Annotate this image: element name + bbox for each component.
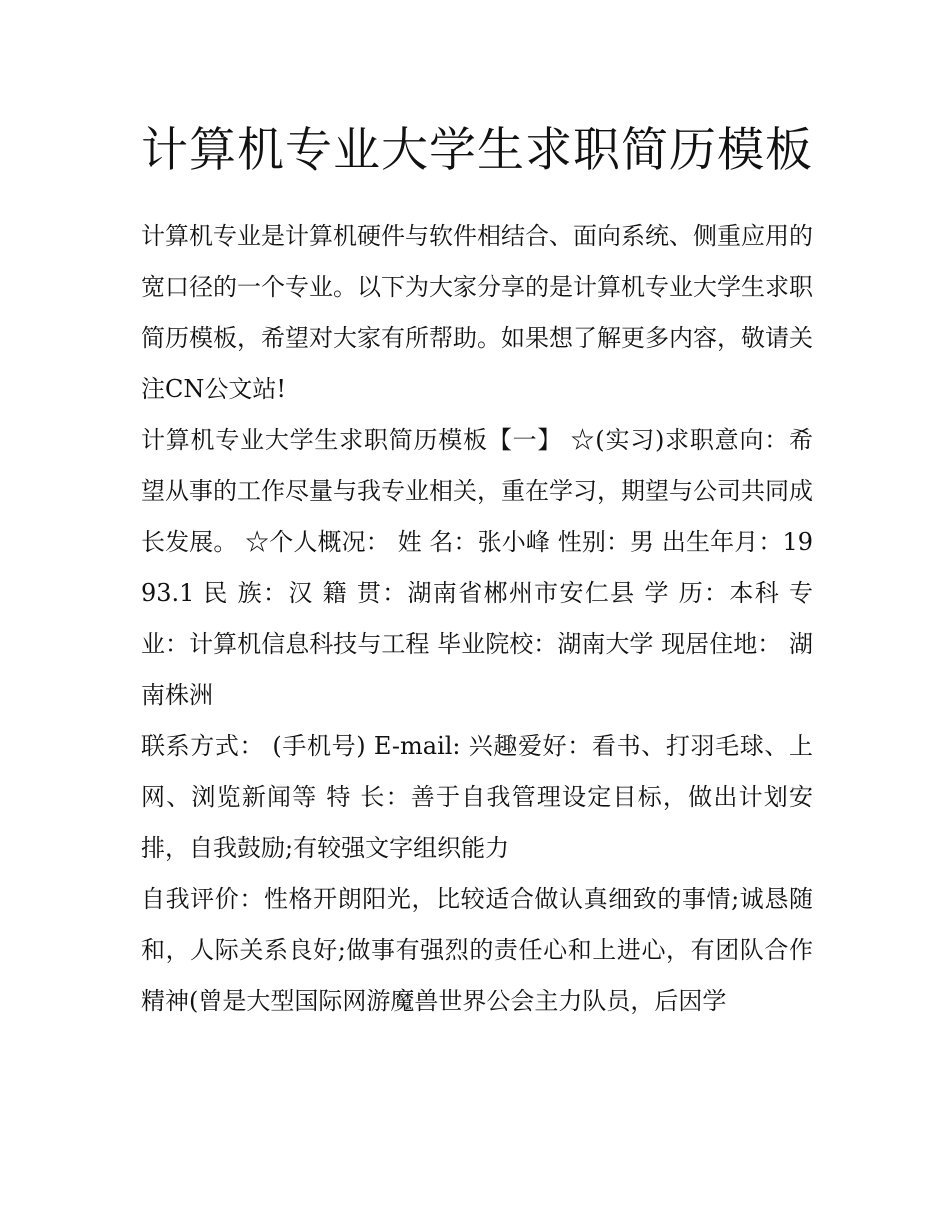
document-page xyxy=(141,112,813,1027)
contact-interests-paragraph: 联系方式： (手机号) E-mail: 兴趣爱好：看书、打羽毛球、上网、浏览新闻等 特 长：善于自我管理设定目标，做出计划安排，自我鼓励;有较强文字组织能力 xyxy=(141,732,813,862)
self-evaluation-paragraph: 自我评价：性格开朗阳光，比较适合做认真细致的事情;诚恳随和，人际关系良好;做事有强烈的责任心和上进心，有团队合作精神(曾是大型国际网游魔兽世界公会主力队员，后因学 xyxy=(141,885,813,1015)
intro-paragraph: 计算机专业是计算机硬件与软件相结合、面向系统、侧重应用的宽口径的一个专业。以下为大家分享的是计算机专业大学生求职简历模板，希望对大家有所帮助。如果想了解更多内容，敬请关注CN公文站! xyxy=(141,222,813,403)
document-title: 计算机专业大学生求职简历模板 xyxy=(141,123,813,178)
resume-basic-info-paragraph: 计算机专业大学生求职简历模板【一】 ☆(实习)求职意向：希望从事的工作尽量与我专业相关，重在学习，期望与公司共同成长发展。 ☆个人概况： 姓 名：张小峰 性别：男 出生年月：1993.1 民 族：汉 籍 贯：湖南省郴州市安仁县 学 历：本科 专 业：计算机信息科技与工程 毕业院校：湖南大学 现居住地： 湖南株洲 xyxy=(141,426,813,709)
